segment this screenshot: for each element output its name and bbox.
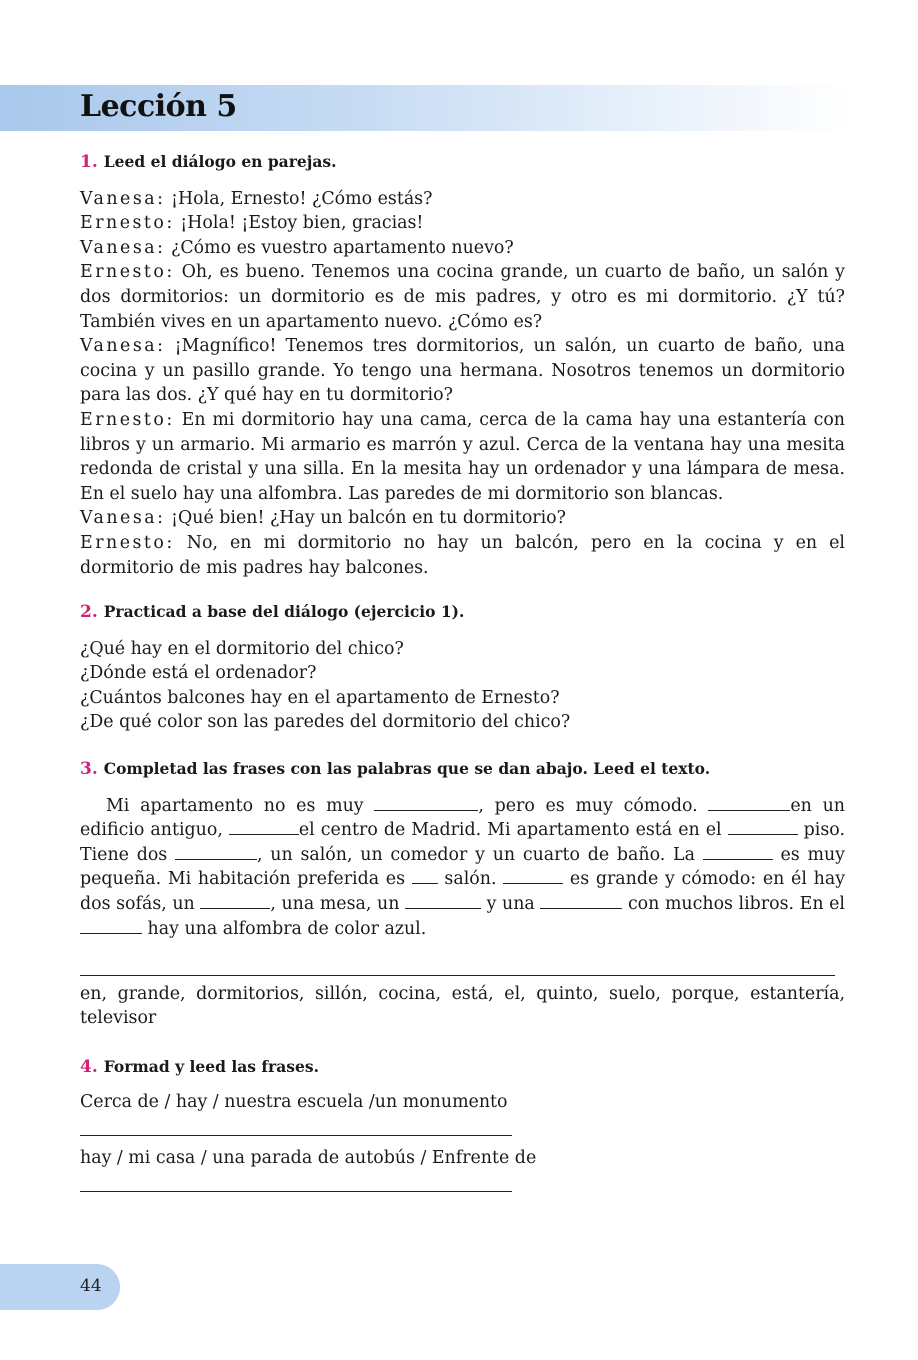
page-number-tab — [0, 1264, 120, 1310]
text-segment: salón. — [437, 869, 504, 890]
question-item: ¿Cuántos balcones hay en el apartamento de Ernesto? — [80, 687, 560, 708]
text-segment: el centro de Madrid. Mi apartamento está en el — [298, 820, 728, 841]
text-segment: y una — [481, 894, 541, 915]
blank-11[interactable] — [540, 894, 622, 909]
line-text: ¿Cómo es vuestro apartamento nuevo? — [165, 237, 514, 258]
line-text: No, en mi dormitorio no hay un balcón, pero en la cocina y en el dormitorio de mis padres hay balcones. — [80, 532, 845, 578]
exercise-4-heading — [80, 1055, 845, 1080]
blank-12[interactable] — [80, 919, 142, 934]
line-text: ¡Hola! ¡Estoy bien, gracias! — [174, 213, 424, 234]
dialogue-line — [80, 506, 845, 531]
blank-10[interactable] — [405, 894, 481, 909]
question-item: ¿Dónde está el ordenador? — [80, 663, 317, 684]
question-item: ¿De qué color son las paredes del dormitorio del chico? — [80, 712, 571, 733]
word-bank: en, grande, dormitorios, sillón, cocina, está, el, quinto, suelo, porque, estantería, televisor — [80, 983, 845, 1029]
speaker: Vanesa: — [80, 188, 166, 209]
page-number: 44 — [80, 1276, 102, 1296]
speaker: Ernesto: — [80, 532, 175, 553]
blank-2[interactable] — [708, 796, 790, 811]
speaker: Vanesa: — [80, 237, 166, 258]
exercise-2-heading — [80, 600, 845, 625]
exercise-2-instruction: Practicad a base del diálogo (ejercicio 1). — [103, 602, 465, 622]
blank-5[interactable] — [175, 845, 257, 860]
line-text: En mi dormitorio hay una cama, cerca de la cama hay una estantería con libros y un armario. Mi armario es marrón y azul. Cerca de la ventana hay una mesita redonda de cristal y una silla. En la mesita hay un ordenador y una lámpara de mesa. En el suelo hay una alfombra. Las paredes de mi dormitorio son blancas. — [80, 409, 845, 504]
lesson-title: Lección 5 — [80, 89, 237, 124]
text-segment: con muchos libros. En el — [622, 894, 845, 915]
question-list — [80, 637, 845, 735]
fill-in-text — [80, 794, 845, 942]
exercise-4-number: 4. — [80, 1056, 98, 1077]
exercise-3-instruction: Completad las frases con las palabras que se dan abajo. Leed el texto. — [103, 759, 711, 779]
text-segment: , una mesa, un — [270, 894, 405, 915]
speaker: Vanesa: — [80, 508, 166, 529]
dialogue — [80, 187, 845, 581]
dialogue-line — [80, 211, 845, 236]
divider-line — [80, 959, 835, 976]
speaker: Ernesto: — [80, 262, 175, 283]
sentence-prompt-1: Cerca de / hay / nuestra escuela /un monumento — [80, 1092, 508, 1113]
exercise-1-instruction: Leed el diálogo en parejas. — [103, 152, 337, 171]
exercise-1-number: 1. — [80, 152, 98, 172]
blank-1[interactable] — [374, 796, 478, 811]
line-text: ¡Hola, Ernesto! ¿Cómo estás? — [165, 188, 433, 209]
dialogue-line — [80, 260, 845, 334]
answer-line-2[interactable] — [80, 1175, 512, 1192]
text-segment: es muy pequeña. Mi habitación preferida es — [80, 844, 845, 890]
blank-3[interactable] — [229, 820, 299, 835]
sentence-prompt-2: hay / mi casa / una parada de autobús / Enfrente de — [80, 1147, 537, 1168]
page-content — [80, 150, 845, 1192]
text-segment: , pero es muy cómodo. — [478, 795, 709, 816]
line-text: ¡Qué bien! ¿Hay un balcón en tu dormitorio? — [165, 508, 566, 529]
text-segment: en un edificio antiguo, — [80, 795, 846, 841]
exercise-2-number: 2. — [80, 602, 98, 623]
speaker: Ernesto: — [80, 213, 175, 234]
dialogue-line — [80, 236, 845, 261]
text-segment: es grande y cómodo: en él hay dos sofás, un — [80, 869, 846, 915]
blank-9[interactable] — [200, 894, 270, 909]
text-segment: Mi apartamento no es muy — [106, 795, 375, 816]
exercise-1-heading — [80, 150, 845, 175]
blank-7[interactable] — [412, 869, 438, 884]
exercise-3-number: 3. — [80, 759, 98, 780]
exercise-3-heading — [80, 757, 845, 782]
text-segment: piso. Tiene dos — [80, 820, 845, 865]
dialogue-line — [80, 531, 845, 580]
blank-4[interactable] — [728, 820, 798, 835]
lesson-banner — [0, 85, 850, 131]
text-segment: hay una alfombra de color azul. — [142, 918, 427, 939]
blank-6[interactable] — [703, 845, 773, 860]
speaker: Vanesa: — [80, 336, 166, 357]
blank-8[interactable] — [503, 869, 563, 884]
text-segment: , un salón, un comedor y un cuarto de baño. La — [257, 844, 703, 865]
dialogue-line — [80, 408, 845, 506]
line-text: ¡Magnífico! Tenemos tres dormitorios, un salón, un cuarto de baño, una cocina y un pasillo grande. Yo tengo una hermana. Nosotros tenemos un dormitorio para las dos. ¿Y qué hay en tu dormitorio? — [80, 336, 845, 406]
speaker: Ernesto: — [80, 409, 175, 430]
question-item: ¿Qué hay en el dormitorio del chico? — [80, 638, 404, 659]
exercise-4-instruction: Formad y leed las frases. — [103, 1056, 319, 1076]
dialogue-line — [80, 334, 845, 408]
line-text: Oh, es bueno. Tenemos una cocina grande, un cuarto de baño, un salón y dos dormitorios: un dormitorio es de mis padres, y otro es mi dormitorio. ¿Y tú? También vives en un apartamento nuevo. ¿Cómo es? — [80, 262, 845, 332]
answer-line-1[interactable] — [80, 1119, 512, 1136]
dialogue-line — [80, 187, 845, 212]
